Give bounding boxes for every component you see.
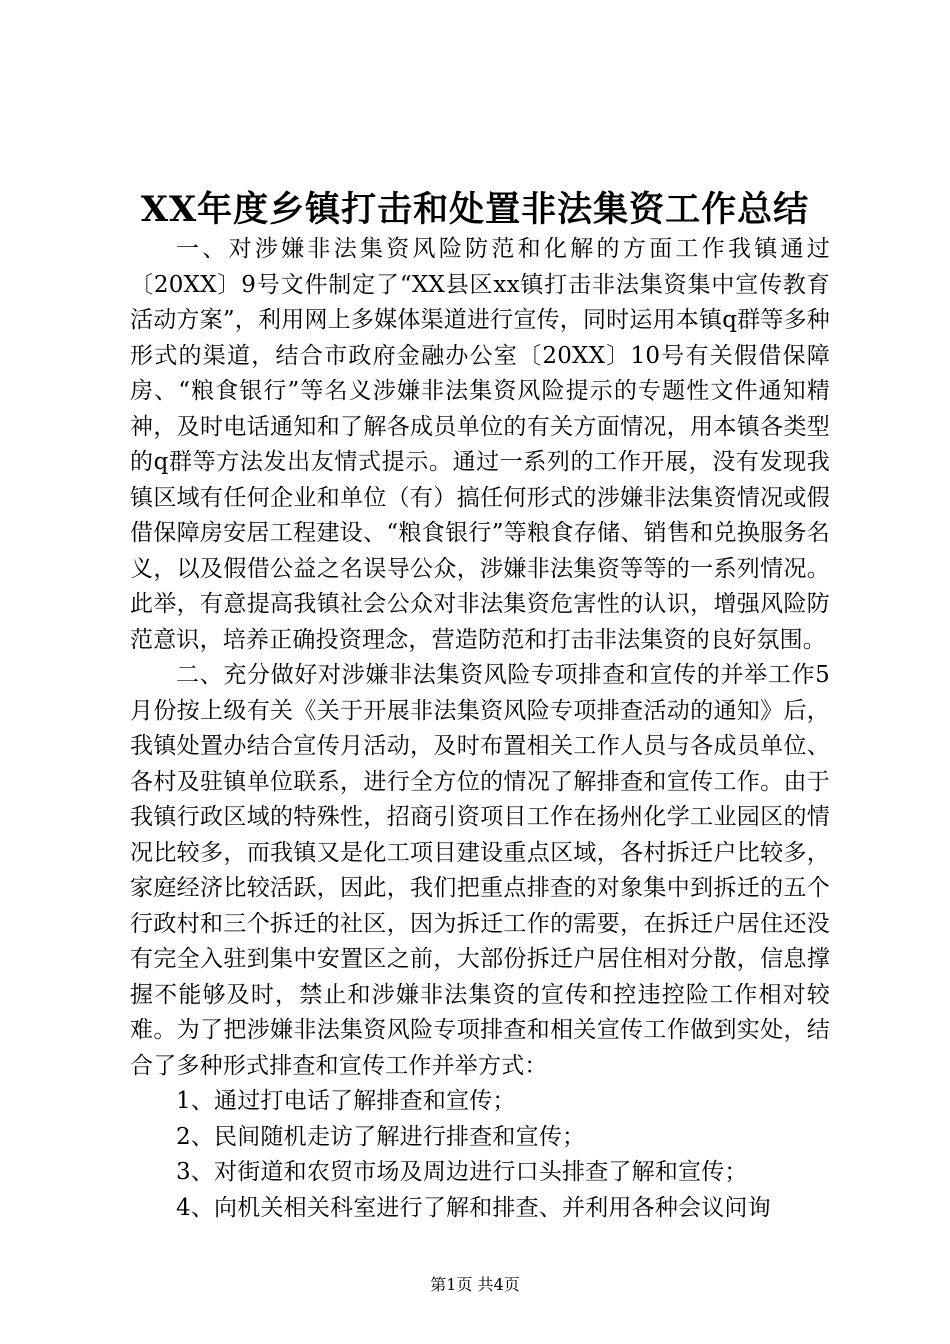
document-title: XX年度乡镇打击和处置非法集资工作总结 bbox=[140, 189, 810, 230]
paragraph-2: 二、充分做好对涉嫌非法集资风险专项排查和宣传的并举工作5月份按上级有关《关于开展非法集资风险专项排查活动的通知》后，我镇处置办结合宣传月活动，及时布置相关工作人员与各成员单位、各村及驻镇单位联系，进行全方位的情况了解排查和宣传工作。由于我镇行政区域的特殊性，招商引资项目工作在扬州化学工业园区的情况比较多，而我镇又是化工项目建设重点区域，各村拆迁户比较多，家庭经济比较活跃，因此，我们把重点排查的对象集中到拆迁的五个行政村和三个拆迁的社区，因为拆迁工作的需要，在拆迁户居住还没有完全入驻到集中安置区之前，大部份拆迁户居住相对分散，信息撑握不能够及时，禁止和涉嫌非法集资的宣传和控违控险工作相对较难。为了把涉嫌非法集资风险专项排查和相关宣传工作做到实处，结合了多种形式排查和宣传工作并举方式： bbox=[130, 662, 830, 1079]
list-item-3: 3、对街道和农贸市场及周边进行口头排查了解和宣传； bbox=[176, 1159, 748, 1185]
list-item-2: 2、民间随机走访了解进行排查和宣传； bbox=[176, 1123, 586, 1150]
list-item-4: 4、向机关相关科室进行了解和排查、并利用各种会议问询 bbox=[176, 1194, 771, 1221]
page-footer: 第1页 共4页 bbox=[430, 1275, 520, 1294]
paragraph-1: 一、对涉嫌非法集资风险防范和化解的方面工作我镇通过〔20XX〕9号文件制定了“XX县区xx镇打击非法集资集中宣传教育活动方案”，利用网上多媒体渠道进行宣传，同时运用本镇q群等多种形式的渠道，结合市政府金融办公室〔20XX〕10号有关假借保障房、“粮食银行”等名义涉嫌非法集资风险提示的专题性文件通知精神，及时电话通知和了解各成员单位的有关方面情况，用本镇各类型的q群等方法发出友情式提示。通过一系列的工作开展，没有发现我镇区域有任何企业和单位（有）搞任何形式的涉嫌非法集资情况或假借保障房安居工程建设、“粮食银行”等粮食存储、销售和兑换服务名义，以及假借公益之名误导公众，涉嫌非法集资等等的一系列情况。此举，有意提高我镇社会公众对非法集资危害性的认识，增强风险防范意识，培养正确投资理念，营造防范和打击非法集资的良好氛围。 bbox=[130, 236, 830, 653]
document-body bbox=[130, 232, 830, 1226]
list-item-1: 1、通过打电话了解排查和宣传； bbox=[176, 1088, 516, 1114]
